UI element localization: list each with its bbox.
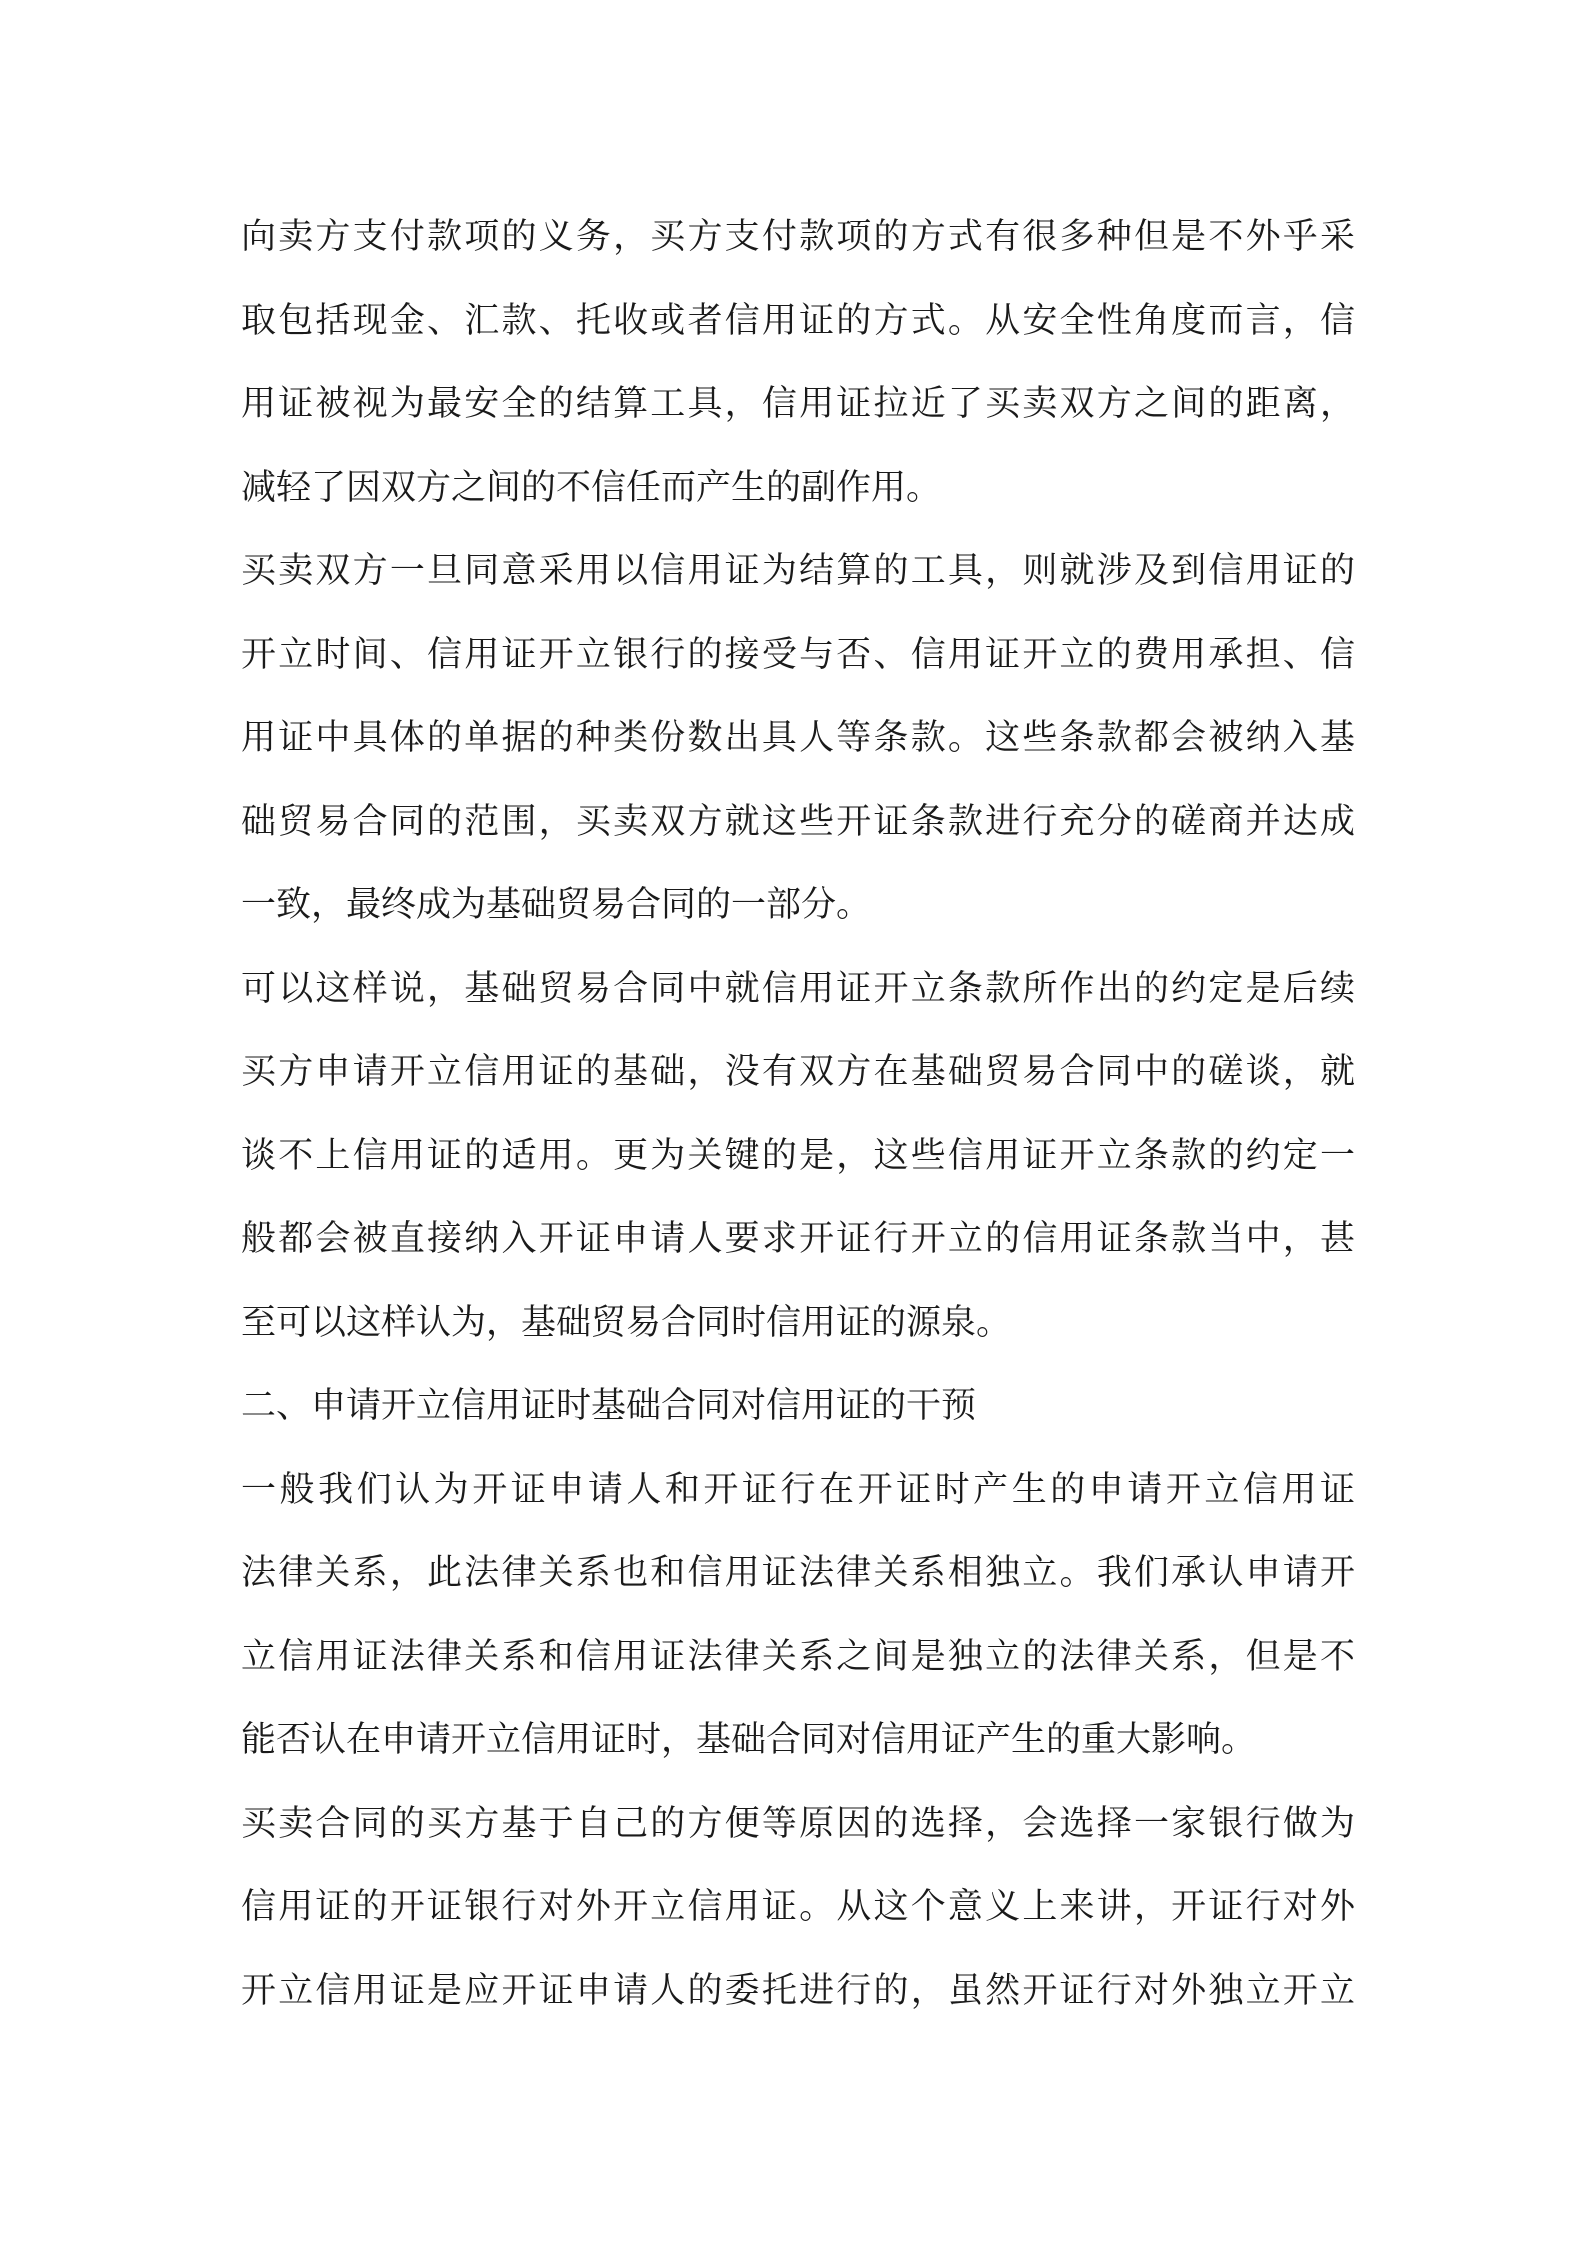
text-line: 般都会被直接纳入开证申请人要求开证行开立的信用证条款当中，甚: [241, 1219, 1355, 1259]
text-line: 一般我们认为开证申请人和开证行在开证时产生的申请开立信用证: [241, 1469, 1355, 1510]
text-line: 开立时间、信用证开立银行的接受与否、信用证开立的费用承担、信: [241, 634, 1355, 675]
document-body: [241, 196, 1355, 2033]
text-line: 买方申请开立信用证的基础，没有双方在基础贸易合同中的磋谈，就: [241, 1052, 1355, 1092]
text-line: 础贸易合同的范围，买卖双方就这些开证条款进行充分的磋商并达成: [241, 801, 1355, 842]
text-line: 至可以这样认为，基础贸易合同时信用证的源泉。: [241, 1302, 1012, 1343]
text-line: 减轻了因双方之间的不信任而产生的副作用。: [241, 467, 942, 508]
text-line: 可以这样说，基础贸易合同中就信用证开立条款所作出的约定是后续: [241, 968, 1355, 1009]
section-heading: [241, 1365, 1355, 1449]
text-line: 立信用证法律关系和信用证法律关系之间是独立的法律关系，但是不: [241, 1636, 1355, 1677]
text-line: 买卖双方一旦同意采用以信用证为结算的工具，则就涉及到信用证的: [241, 551, 1355, 591]
paragraph-3: [241, 948, 1355, 1366]
text-line: 开立信用证是应开证申请人的委托进行的，虽然开证行对外独立开立: [241, 1970, 1355, 2011]
paragraph-1: [241, 196, 1355, 530]
text-line: 法律关系，此法律关系也和信用证法律关系相独立。我们承认申请开: [241, 1553, 1355, 1593]
paragraph-4: [241, 1449, 1355, 1783]
text-line: 买卖合同的买方基于自己的方便等原因的选择，会选择一家银行做为: [241, 1803, 1355, 1844]
text-line: 谈不上信用证的适用。更为关键的是，这些信用证开立条款的约定一: [241, 1135, 1355, 1176]
text-line: 信用证的开证银行对外开立信用证。从这个意义上来讲，开证行对外: [241, 1887, 1355, 1927]
text-line: 能否认在申请开立信用证时，基础合同对信用证产生的重大影响。: [241, 1720, 1257, 1760]
section-heading-text: 二、申请开立信用证时基础合同对信用证的干预: [241, 1386, 977, 1426]
text-line: 用证被视为最安全的结算工具，信用证拉近了买卖双方之间的距离，: [241, 384, 1355, 424]
text-line: 一致，最终成为基础贸易合同的一部分。: [241, 885, 872, 925]
paragraph-2: [241, 530, 1355, 948]
text-line: 取包括现金、汇款、托收或者信用证的方式。从安全性角度而言，信: [241, 300, 1355, 341]
text-line: 用证中具体的单据的种类份数出具人等条款。这些条款都会被纳入基: [241, 718, 1355, 758]
paragraph-5: [241, 1783, 1355, 2034]
text-line: 向卖方支付款项的义务，买方支付款项的方式有很多种但是不外乎采: [241, 217, 1355, 257]
